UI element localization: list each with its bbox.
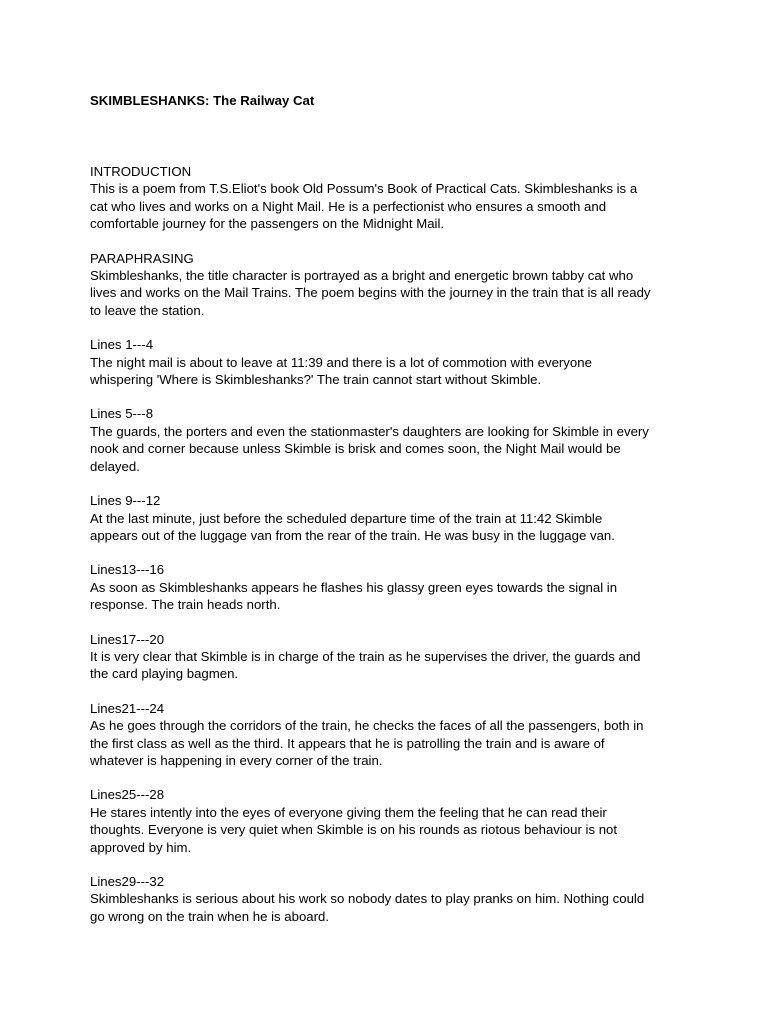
section-heading: Lines17---20 <box>90 631 165 647</box>
section-body: This is a poem from T.S.Eliot's book Old Possum's Book of Practical Cats. Skimbleshanks is a cat who lives and works on a Night Mail. He is a perfectionist who ensures a smooth and comfortable journey for the passengers on the Midnight Mail. <box>90 181 638 232</box>
section-body: It is very clear that Skimble is in charge of the train as he supervises the driver, the guards and the card playing bagmen. <box>90 648 641 682</box>
section-lines-1-4 <box>90 336 690 388</box>
section-body: The night mail is about to leave at 11:39 and there is a lot of commotion with everyone whispering 'Where is Skimbleshanks?' The train cannot start without Skimble. <box>90 354 592 388</box>
section-heading: PARAPHRASING <box>90 250 194 266</box>
section-heading: Lines21---24 <box>90 700 165 716</box>
section-heading: Lines 9---12 <box>90 493 161 509</box>
document-sections <box>90 163 690 925</box>
section-lines-25-28 <box>90 786 690 856</box>
section-lines-21-24 <box>90 700 690 770</box>
section-lines-13-16 <box>90 561 690 613</box>
section-body: As soon as Skimbleshanks appears he flashes his glassy green eyes towards the signal in response. The train heads north. <box>90 579 618 613</box>
section-body: Skimbleshanks is serious about his work so nobody dates to play pranks on him. Nothing could go wrong on the train when he is aboard. <box>90 891 645 924</box>
document-title: SKIMBLESHANKS: The Railway Cat <box>90 93 315 108</box>
section-lines-17-20 <box>90 631 690 683</box>
section-body: As he goes through the corridors of the train, he checks the faces of all the passengers, both in the first class as well as the third. It appears that he is patrolling the train and is aware of whatever is happening in every corner of the train. <box>90 718 644 768</box>
section-lines-9-12 <box>90 492 690 544</box>
document-page <box>90 92 690 942</box>
section-body: Skimbleshanks, the title character is portrayed as a bright and energetic brown tabby cat who lives and works on the Mail Trains. The poem begins with the journey in the train that is all ready to leave the station. <box>90 268 651 318</box>
section-body: He stares intently into the eyes of everyone giving them the feeling that he can read their thoughts. Everyone is very quiet when Skimble is on his rounds as riotous behaviour is not approved by him. <box>90 804 618 855</box>
section-introduction <box>90 163 690 233</box>
section-lines-5-8 <box>90 405 690 475</box>
section-heading: Lines 5---8 <box>90 406 154 422</box>
section-lines-29-32 <box>90 873 690 925</box>
section-heading: Lines29---32 <box>90 874 165 889</box>
section-heading: Lines25---28 <box>90 787 165 803</box>
section-heading: Lines13---16 <box>90 562 165 578</box>
section-paraphrasing <box>90 250 690 320</box>
section-heading: Lines 1---4 <box>90 337 154 353</box>
section-body: At the last minute, just before the scheduled departure time of the train at 11:42 Skimble appears out of the luggage van from the rear of the train. He was busy in the luggage van. <box>90 510 615 543</box>
section-body: The guards, the porters and even the stationmaster's daughters are looking for Skimble in every nook and corner because unless Skimble is brisk and comes soon, the Night Mail would be delayed. <box>90 423 649 474</box>
section-heading: INTRODUCTION <box>90 164 192 179</box>
